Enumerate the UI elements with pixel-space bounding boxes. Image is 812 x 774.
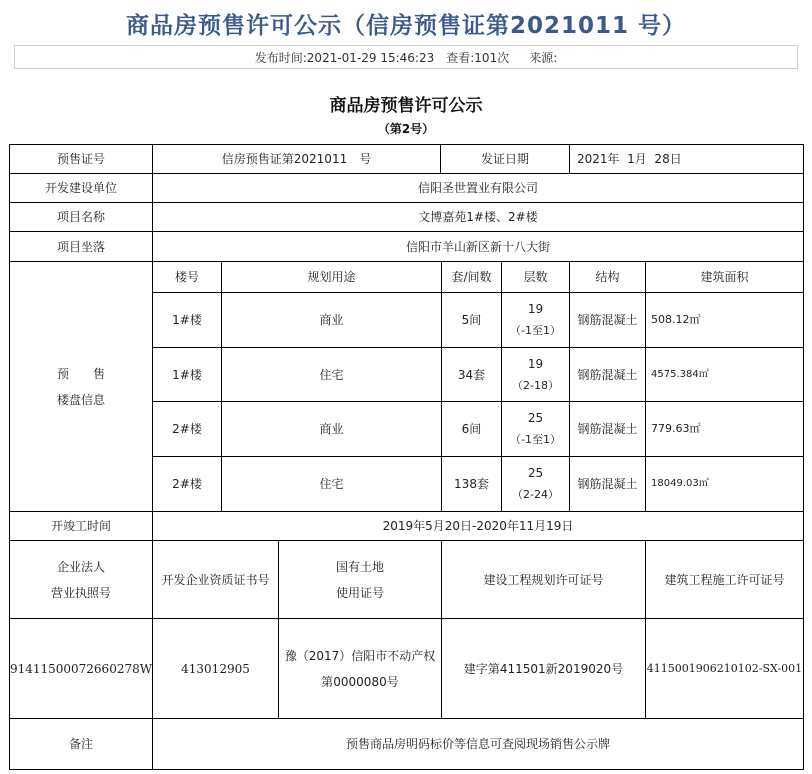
row-floors-count: 25 bbox=[527, 466, 544, 480]
view-count-label: 查看: bbox=[446, 50, 475, 65]
presale-section-label bbox=[10, 262, 152, 511]
business-license-header bbox=[10, 541, 152, 618]
row-units: 138套 bbox=[454, 477, 489, 491]
row-use: 商业 bbox=[319, 422, 344, 436]
row-building: 2#楼 bbox=[172, 477, 202, 491]
row-floors bbox=[502, 293, 569, 347]
land-use-header-line1: 国有土地 bbox=[335, 559, 384, 574]
document-title: 商品房预售许可公示 bbox=[329, 95, 483, 116]
row-building: 1#楼 bbox=[172, 313, 202, 327]
header-area: 建筑面积 bbox=[700, 270, 749, 284]
row-floors-count: 19 bbox=[527, 356, 544, 371]
permit-number-value: 信房预售证第2021011 号 bbox=[221, 152, 372, 166]
row-floors bbox=[502, 457, 569, 511]
row-floors-range: （2-24） bbox=[512, 488, 559, 501]
developer-value: 信阳圣世置业有限公司 bbox=[417, 181, 538, 195]
row-building: 1#楼 bbox=[172, 367, 202, 382]
row-units: 34套 bbox=[457, 367, 486, 382]
construction-period-label: 开竣工时间 bbox=[50, 519, 111, 533]
row-floors-count: 19 bbox=[527, 302, 544, 316]
planning-permit-value: 建字第411501新2019020号 bbox=[463, 661, 624, 676]
qualification-value: 413012905 bbox=[181, 661, 250, 676]
project-name-value: 文博嘉苑1#楼、2#楼 bbox=[418, 210, 538, 224]
land-use-header bbox=[279, 541, 441, 618]
header-units: 套/间数 bbox=[451, 270, 492, 284]
row-floors bbox=[502, 348, 569, 401]
presale-label-line2: 楼盘信息 bbox=[56, 392, 105, 407]
view-count bbox=[446, 49, 509, 66]
row-area: 779.63㎡ bbox=[651, 422, 701, 435]
project-name-label: 项目名称 bbox=[56, 210, 105, 224]
row-area: 508.12㎡ bbox=[651, 313, 701, 326]
meta-bar bbox=[14, 45, 798, 69]
issue-date-value: 2021年 1月 28日 bbox=[577, 152, 682, 166]
header-building: 楼号 bbox=[174, 270, 199, 284]
view-count-value: 101次 bbox=[474, 50, 510, 65]
remark-label: 备注 bbox=[68, 737, 93, 751]
row-structure: 钢筋混凝土 bbox=[577, 367, 638, 382]
land-use-value-line1: 豫（2017）信阳市不动产权 bbox=[284, 648, 436, 663]
construction-permit-header: 建筑工程施工许可证号 bbox=[664, 572, 785, 587]
page-title: 商品房预售许可公示（信房预售证第2021011 号） bbox=[125, 12, 687, 39]
row-use: 商业 bbox=[319, 313, 344, 327]
qualification-header: 开发企业资质证书号 bbox=[161, 572, 270, 587]
presale-label-line1: 预 售 bbox=[56, 366, 105, 381]
remark-value: 预售商品房明码标价等信息可查阅现场销售公示牌 bbox=[345, 737, 610, 751]
issue-date-label: 发证日期 bbox=[480, 152, 529, 166]
row-area: 4575.384㎡ bbox=[651, 368, 709, 380]
row-area: 18049.03㎡ bbox=[651, 478, 709, 489]
header-structure: 结构 bbox=[595, 270, 620, 284]
row-floors-range: （2-18） bbox=[512, 378, 559, 392]
land-use-value bbox=[279, 619, 441, 718]
permit-number-label: 预售证号 bbox=[56, 152, 105, 166]
construction-permit-value: 4115001906210102-SX-001 bbox=[646, 661, 803, 675]
business-license-value: 91411500072660278W bbox=[9, 661, 153, 676]
row-structure: 钢筋混凝土 bbox=[577, 422, 638, 436]
row-use: 住宅 bbox=[319, 477, 344, 491]
publish-time bbox=[255, 49, 435, 66]
row-units: 5间 bbox=[461, 313, 482, 327]
row-floors-range: （-1至1） bbox=[510, 324, 561, 337]
project-location-value: 信阳市羊山新区新十八大街 bbox=[405, 239, 550, 254]
header-floors: 层数 bbox=[523, 270, 548, 284]
business-license-header-line1: 企业法人 bbox=[56, 559, 105, 574]
planning-permit-header: 建设工程规划许可证号 bbox=[483, 572, 604, 587]
header-use: 规划用途 bbox=[307, 270, 356, 284]
row-structure: 钢筋混凝土 bbox=[577, 313, 638, 327]
publish-time-label: 发布时间: bbox=[254, 50, 307, 65]
developer-label: 开发建设单位 bbox=[44, 181, 117, 195]
row-structure: 钢筋混凝土 bbox=[577, 477, 638, 491]
source-label: 来源: bbox=[529, 50, 558, 65]
project-location-label: 项目坐落 bbox=[56, 239, 105, 254]
source bbox=[529, 49, 557, 66]
row-floors-count: 25 bbox=[527, 411, 544, 425]
row-building: 2#楼 bbox=[172, 422, 202, 436]
row-units: 6间 bbox=[461, 422, 482, 436]
row-floors-range: （-1至1） bbox=[510, 433, 561, 446]
land-use-value-line2: 第0000080号 bbox=[321, 674, 399, 689]
business-license-header-line2: 营业执照号 bbox=[50, 585, 111, 600]
document-subtitle: （第2号） bbox=[377, 121, 435, 136]
land-use-header-line2: 使用证号 bbox=[335, 585, 384, 600]
construction-period-value: 2019年5月20日-2020年11月19日 bbox=[382, 519, 574, 533]
row-use: 住宅 bbox=[319, 367, 344, 382]
row-floors bbox=[502, 402, 569, 456]
publish-time-value: 2021-01-29 15:46:23 bbox=[306, 50, 435, 65]
